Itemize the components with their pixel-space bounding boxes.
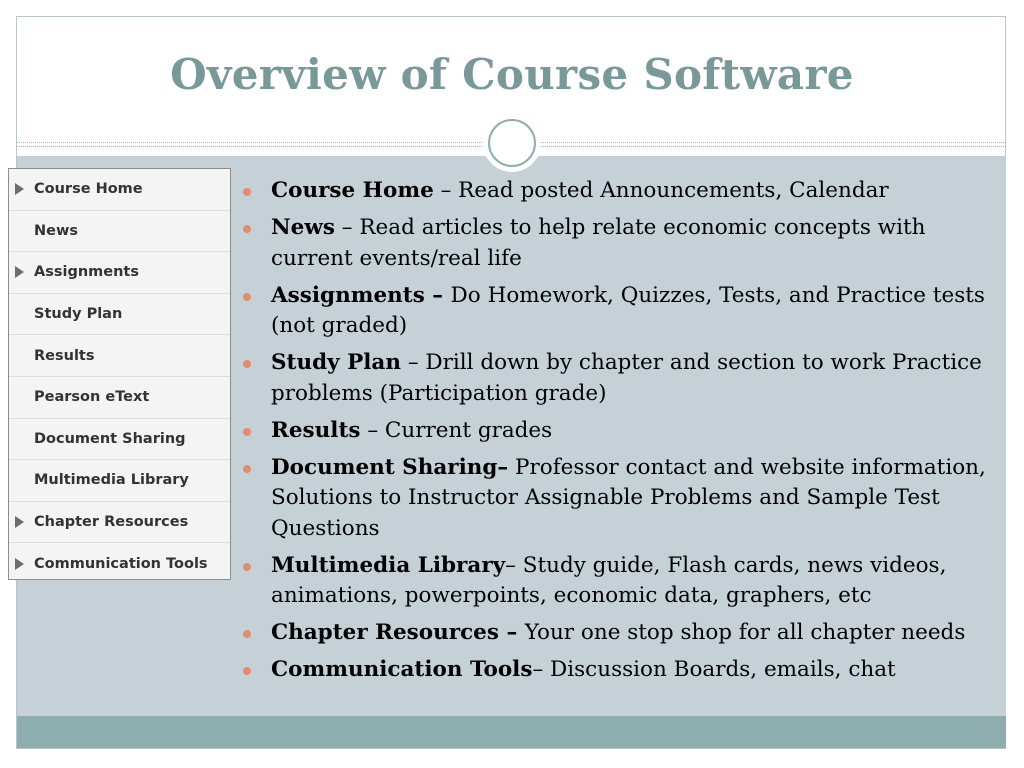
- bullet-item: [240, 348, 996, 409]
- decorative-ring-inner: [488, 119, 536, 167]
- nav-item-document-sharing[interactable]: [9, 419, 230, 461]
- bullet-item: [240, 176, 996, 207]
- nav-item-results[interactable]: [9, 335, 230, 377]
- bullet-dot-icon: [243, 630, 251, 638]
- bullet-term: Communication Tools: [271, 657, 533, 682]
- bullet-term: Document Sharing–: [271, 454, 509, 480]
- nav-item-chapter-resources[interactable]: [9, 502, 230, 544]
- bullet-dot-icon: [243, 667, 251, 675]
- footer-bar: [17, 716, 1006, 748]
- nav-item-pearson-etext[interactable]: [9, 377, 230, 419]
- bullet-dot-icon: [243, 428, 251, 436]
- bullet-term: Assignments –: [271, 282, 451, 308]
- bullet-item: [240, 213, 996, 274]
- bullet-item: [240, 618, 996, 649]
- nav-item-course-home[interactable]: [9, 169, 230, 211]
- nav-item-label: Multimedia Library: [34, 472, 189, 489]
- bullet-item: [240, 453, 996, 545]
- bullet-description: – Study guide, Flash cards, news videos, animations, powerpoints, economic data, graphers, etc: [271, 552, 947, 608]
- bullet-description: – Read articles to help relate economic concepts with current events/real life: [271, 215, 926, 271]
- bullet-dot-icon: [243, 563, 251, 571]
- nav-item-label: Study Plan: [34, 306, 123, 323]
- bullet-description: – Current grades: [360, 417, 553, 443]
- bullet-description: – Drill down by chapter and section to work Practice problems (Participation grade): [271, 350, 982, 406]
- nav-item-study-plan[interactable]: [9, 294, 230, 336]
- nav-item-assignments[interactable]: [9, 252, 230, 294]
- expand-arrow-icon: [15, 266, 24, 278]
- bullet-term: News: [271, 215, 335, 240]
- bullet-description: – Read posted Announcements, Calendar: [433, 178, 889, 203]
- bullet-item: [240, 416, 996, 447]
- nav-item-label: News: [34, 222, 78, 239]
- nav-item-multimedia-library[interactable]: [9, 460, 230, 502]
- bullet-item: [240, 655, 996, 686]
- slide-title: Overview of Course Software: [170, 50, 854, 99]
- bullet-description: Your one stop shop for all chapter needs: [524, 620, 966, 645]
- bullet-dot-icon: [243, 360, 251, 368]
- nav-item-communication-tools[interactable]: [9, 543, 230, 585]
- expand-arrow-icon: [15, 558, 24, 570]
- bullet-description: Do Homework, Quizzes, Tests, and Practice tests (not graded): [271, 282, 985, 338]
- expand-arrow-icon: [15, 516, 24, 528]
- nav-item-label: Pearson eText: [34, 389, 150, 406]
- nav-item-label: Chapter Resources: [34, 514, 189, 531]
- bullet-term: Study Plan: [271, 350, 401, 375]
- bullet-term: Multimedia Library: [271, 552, 506, 578]
- bullet-term: Results: [271, 417, 361, 443]
- nav-item-label: Document Sharing: [34, 430, 186, 447]
- bullet-dot-icon: [243, 188, 251, 196]
- course-nav-menu: [8, 168, 231, 580]
- bullet-item: [240, 551, 996, 612]
- nav-item-label: Assignments: [34, 264, 139, 281]
- bullet-dot-icon: [243, 465, 251, 473]
- bullet-description: Professor contact and website information, Solutions to Instructor Assignable Problems and Sample Test Questions: [271, 454, 986, 541]
- nav-item-label: Course Home: [34, 181, 143, 198]
- feature-bullet-list: [240, 176, 996, 692]
- nav-item-label: Results: [34, 347, 95, 364]
- expand-arrow-icon: [15, 183, 24, 195]
- bullet-item: [240, 281, 996, 342]
- bullet-dot-icon: [243, 225, 251, 233]
- bullet-term: Course Home: [271, 178, 434, 203]
- nav-item-news[interactable]: [9, 211, 230, 253]
- bullet-description: – Discussion Boards, emails, chat: [532, 657, 896, 682]
- bullet-dot-icon: [243, 293, 251, 301]
- nav-item-label: Communication Tools: [34, 556, 208, 573]
- bullet-term: Chapter Resources –: [271, 620, 525, 645]
